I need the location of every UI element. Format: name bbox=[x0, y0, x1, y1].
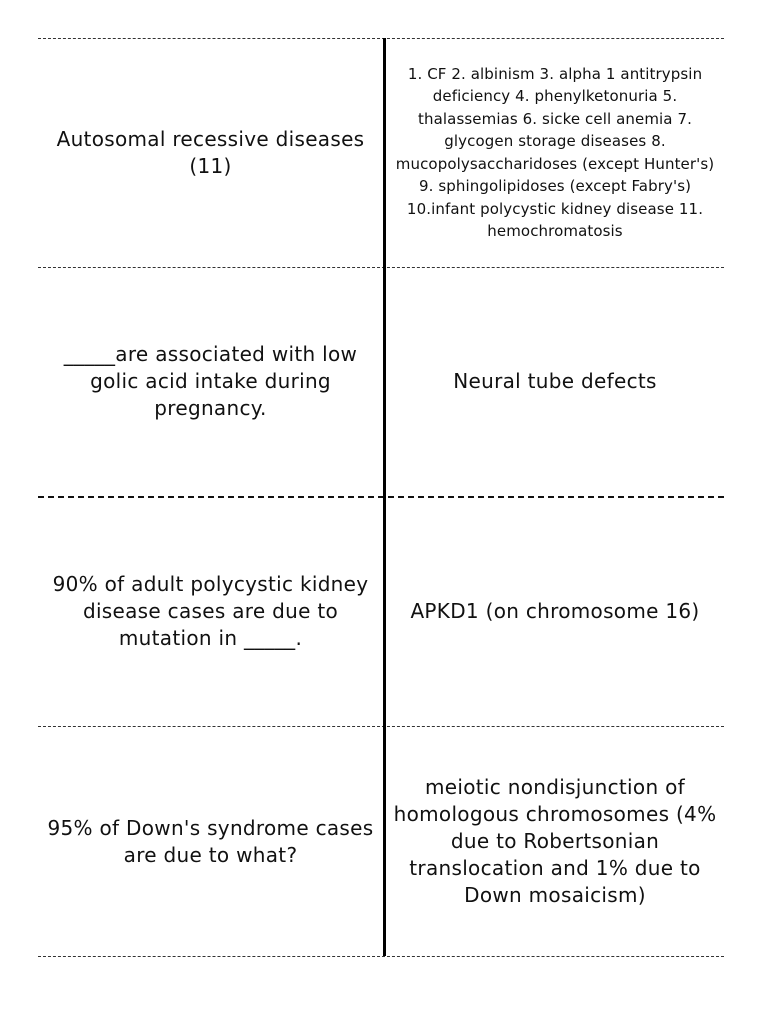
card-answer-cell bbox=[386, 38, 724, 267]
card-answer: 1. CF 2. albinism 3. alpha 1 antitrypsin deficiency 4. phenylketonuria 5. thalassemias 6. sicke cell anemia 7. glycogen storage diseases 8. mucopolysaccharidoses (except Hunter's) 9. sphingolipidoses (except Fabry's) 10.infant polycystic kidney disease 11. hemochromatosis bbox=[395, 64, 715, 240]
card-answer-cell bbox=[386, 497, 724, 726]
card-question: Autosomal recessive diseases (11) bbox=[56, 126, 365, 178]
card-question-cell bbox=[38, 727, 383, 956]
card-answer-cell bbox=[386, 267, 724, 496]
card-question: 95% of Down's syndrome cases are due to what? bbox=[47, 815, 374, 867]
card-question: _____are associated with low golic acid intake during pregnancy. bbox=[63, 342, 358, 420]
fold-divider bbox=[383, 38, 386, 956]
card-question-cell bbox=[38, 497, 383, 726]
flashcard-4 bbox=[38, 727, 724, 956]
flashcard-1 bbox=[38, 38, 724, 267]
card-question-cell bbox=[38, 38, 383, 267]
card-answer: meiotic nondisjunction of homologous chromosomes (4% due to Robertsonian translocation and 1% due to Down mosaicism) bbox=[393, 775, 717, 907]
cut-line-bottom bbox=[38, 956, 724, 957]
card-answer-cell bbox=[386, 727, 724, 956]
card-answer: APKD1 (on chromosome 16) bbox=[410, 599, 700, 623]
card-question: 90% of adult polycystic kidney disease cases are due to mutation in _____. bbox=[52, 572, 369, 650]
card-question-cell bbox=[38, 267, 383, 496]
flashcard-sheet bbox=[38, 38, 724, 956]
card-answer: Neural tube defects bbox=[453, 369, 657, 393]
flashcard-2 bbox=[38, 267, 724, 496]
flashcard-3 bbox=[38, 497, 724, 726]
